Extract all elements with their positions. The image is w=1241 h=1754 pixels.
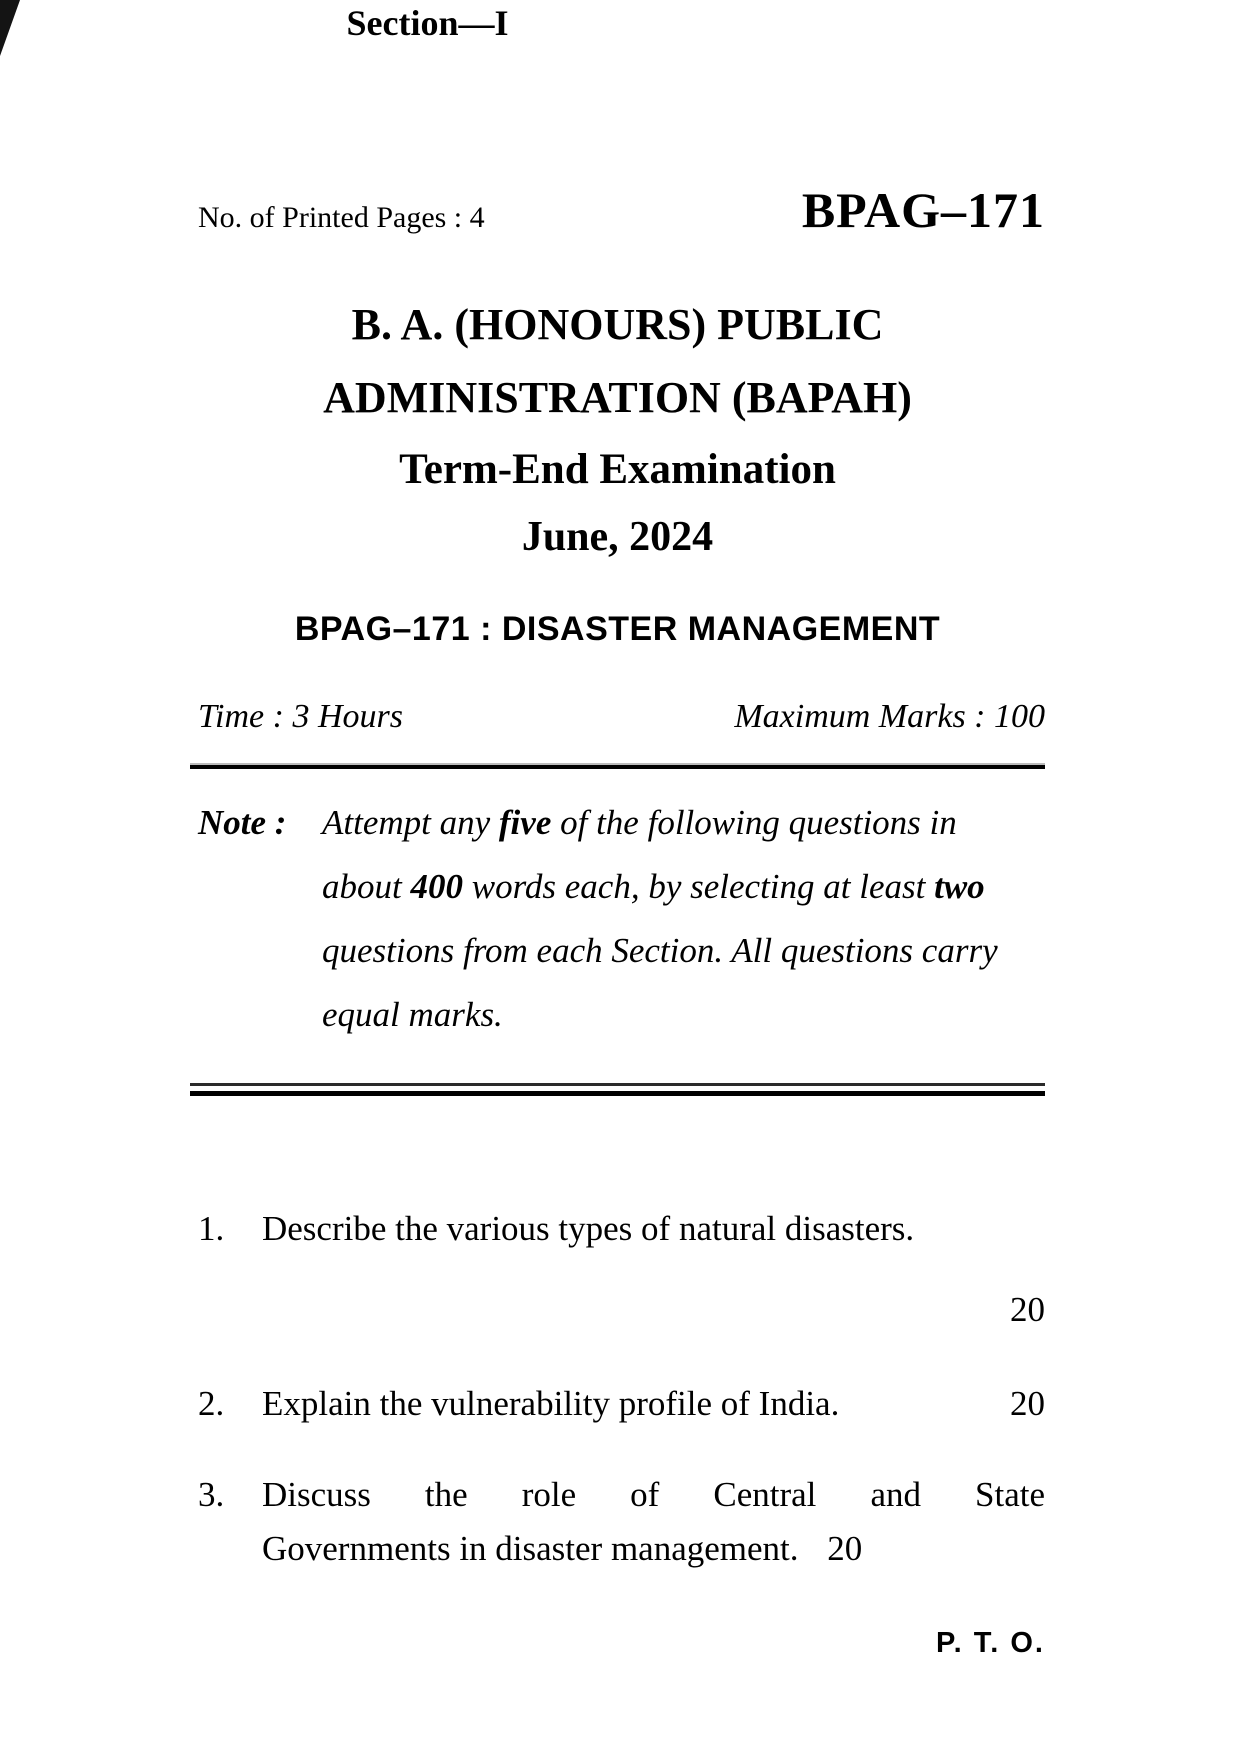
exam-session: June, 2024	[521, 514, 714, 560]
printed-pages-note: No. of Printed Pages : 4	[198, 201, 485, 234]
question-3-number: 3.	[198, 1475, 225, 1514]
question-2-text: Explain the vulnerability profile of India.	[262, 1384, 840, 1423]
note-line-3: two questions from each Section. All	[322, 867, 985, 970]
note-line-4: questions carry equal marks.	[322, 931, 998, 1034]
question-2-marks: 20	[1010, 1384, 1045, 1423]
maximum-marks: Maximum Marks : 100	[734, 698, 1045, 735]
question-1	[198, 1206, 1045, 1252]
programme-title-line1: B. A. (HONOURS) PUBLIC	[351, 300, 884, 349]
note-label: Note :	[198, 803, 287, 842]
question-2-line	[262, 1381, 1045, 1427]
question-1-marks: 20	[1010, 1290, 1045, 1329]
question-2	[198, 1381, 1045, 1427]
question-3-text	[262, 1468, 1045, 1576]
time-allowed: Time : 3 Hours	[198, 698, 403, 735]
programme-title-line2: ADMINISTRATION (BAPAH)	[323, 373, 912, 422]
page-header	[198, 182, 1045, 246]
note-text	[322, 791, 1045, 1047]
note-block	[198, 791, 1045, 1047]
course-subject-title: BPAG–171 : DISASTER MANAGEMENT	[294, 610, 941, 648]
paper-code: BPAG–171	[801, 182, 1045, 238]
double-rule	[190, 1083, 1045, 1096]
question-3	[198, 1468, 1045, 1576]
pto-footer: P. T. O.	[936, 1627, 1045, 1659]
horizontal-rule	[190, 765, 1045, 769]
note-line-1: Attempt any five of the following questions in	[322, 803, 957, 842]
question-3-marks: 20	[827, 1529, 863, 1568]
exam-title: Term-End Examination	[399, 446, 836, 493]
section-heading: Section—I	[346, 3, 509, 43]
double-rule-thick-line	[190, 1091, 1045, 1096]
note-line-2: about 400 words each, by selecting at least	[322, 867, 926, 906]
time-marks-row	[198, 696, 1045, 738]
question-1-number: 1.	[198, 1209, 225, 1248]
question-1-text: Describe the various types of natural disasters.	[262, 1209, 915, 1248]
question-3-line-2	[262, 1522, 1045, 1576]
question-2-number: 2.	[198, 1384, 225, 1423]
question-3-line-1: Discuss the role of Central and State	[262, 1475, 1045, 1514]
question-3-line-2-text: Governments in disaster management.	[262, 1529, 799, 1568]
